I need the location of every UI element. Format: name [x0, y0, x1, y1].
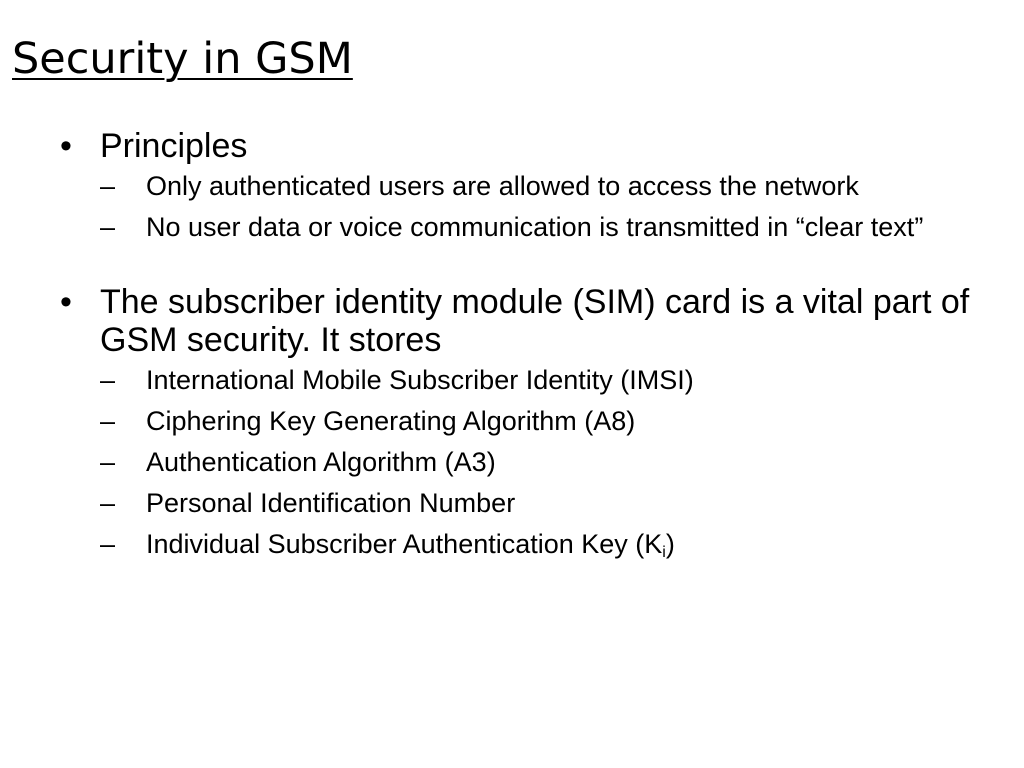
sub-item-text: Only authenticated users are allowed to access the network — [146, 171, 859, 201]
sub-list-sim — [54, 364, 984, 560]
ki-text: Individual Subscriber Authentication Key (K — [146, 529, 663, 559]
ki-subscript: i — [662, 544, 666, 561]
sub-mark: – — [100, 529, 116, 559]
sub-item — [54, 211, 984, 243]
bullet-mark: • — [60, 283, 72, 321]
sub-list-principles — [54, 170, 984, 243]
sub-mark: – — [100, 488, 116, 518]
sub-item — [54, 487, 984, 519]
sub-mark: – — [100, 365, 116, 395]
bullet-text: The subscriber identity module (SIM) card is a vital part of GSM security. It stores — [100, 283, 970, 359]
slide-title: Security in GSM — [12, 34, 353, 84]
sub-item-text — [146, 528, 984, 560]
sub-item-text: Ciphering Key Generating Algorithm (A8) — [146, 406, 636, 436]
sub-mark: – — [100, 447, 116, 477]
sub-item-text: Authentication Algorithm (A3) — [146, 447, 496, 477]
ki-close: ) — [665, 529, 675, 559]
sub-item-text: Personal Identification Number — [146, 488, 516, 518]
sub-item — [54, 405, 984, 437]
bullet-sim — [54, 283, 984, 359]
sub-item-text: No user data or voice communication is transmitted in “clear text” — [146, 212, 924, 242]
sub-mark: – — [100, 171, 116, 201]
sub-mark: – — [100, 406, 116, 436]
bullet-principles — [54, 127, 984, 165]
sub-item — [54, 528, 984, 560]
bullet-group-sim — [54, 283, 984, 560]
sub-item — [54, 446, 984, 478]
sub-mark: – — [100, 212, 116, 242]
slide-content — [54, 127, 984, 569]
sub-item — [54, 364, 984, 396]
sub-item-text: International Mobile Subscriber Identity (IMSI) — [146, 365, 694, 395]
bullet-mark: • — [60, 127, 72, 165]
bullet-text: Principles — [100, 127, 248, 165]
sub-item — [54, 170, 984, 202]
